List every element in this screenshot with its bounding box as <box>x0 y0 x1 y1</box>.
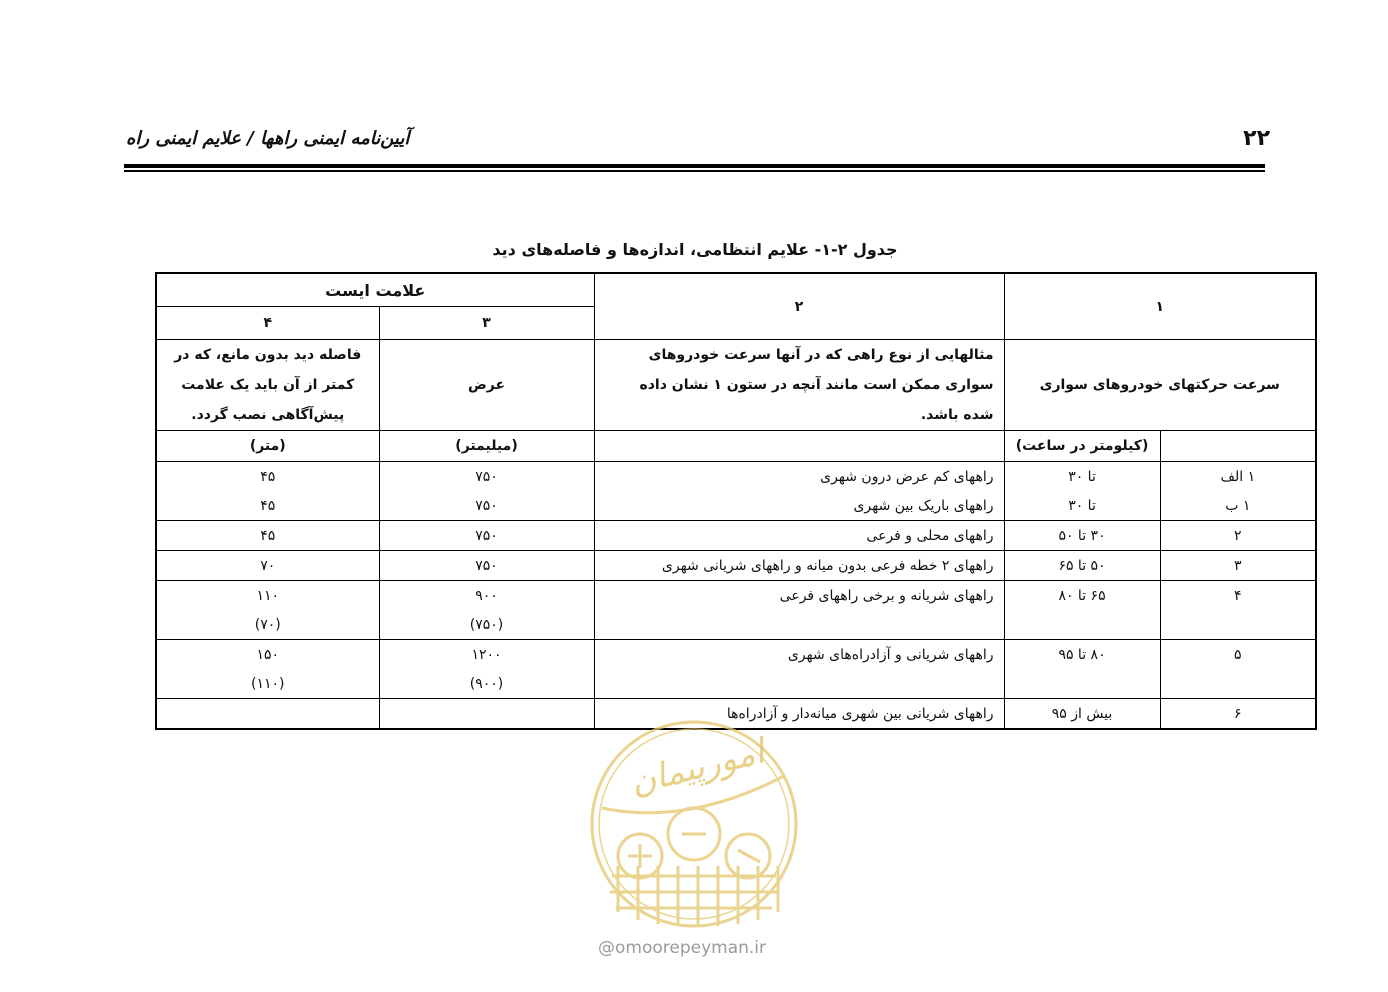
row-speed: تا ۳۰ <box>1004 462 1160 492</box>
row-distance: ۴۵ <box>156 521 379 551</box>
table-row <box>156 521 1316 551</box>
table-row <box>156 581 1316 611</box>
col3-number: ۳ <box>379 307 594 340</box>
row-id: ۴ <box>1160 581 1316 611</box>
header-rule-thin <box>124 170 1265 172</box>
table-row <box>156 640 1316 670</box>
col2-number: ۲ <box>594 273 1004 340</box>
row-width: (۹۰۰) <box>379 669 594 699</box>
header-row-units <box>156 431 1316 462</box>
table-row <box>156 551 1316 581</box>
row-distance: ۱۵۰ <box>156 640 379 670</box>
row-width: ۷۵۰ <box>379 491 594 521</box>
watermark-logo <box>588 716 800 932</box>
running-title: آیین‌نامه ایمنی راهها / علایم ایمنی راه <box>126 128 410 149</box>
col2-unit-blank <box>594 431 1004 462</box>
col2-header: مثالهایی از نوع راهی که در آنها سرعت خودروهای سواری ممکن است مانند آنچه در ستون ۱ نشان داده شده باشد. <box>594 340 1004 431</box>
page-number: ۲۲ <box>1243 126 1270 151</box>
header-rule-thick <box>124 164 1265 168</box>
row-distance <box>156 699 379 730</box>
row-width <box>379 699 594 730</box>
table-row <box>156 462 1316 492</box>
table-row <box>156 669 1316 699</box>
row-speed <box>1004 610 1160 640</box>
row-speed: ۶۵ تا ۸۰ <box>1004 581 1160 611</box>
table-caption: جدول ۲-۱- علایم انتظامی، اندازه‌ها و فاصله‌های دید <box>492 240 898 259</box>
row-id: ۲ <box>1160 521 1316 551</box>
row-id: ۵ <box>1160 640 1316 670</box>
row-speed: ۸۰ تا ۹۵ <box>1004 640 1160 670</box>
col1-unit: (کیلومتر در ساعت) <box>1004 431 1160 462</box>
col3-unit: (میلیمتر) <box>379 431 594 462</box>
row-road: راههای شریانی بین شهری میانه‌دار و آزادراه‌ها <box>594 699 1004 730</box>
row-width: ۷۵۰ <box>379 462 594 492</box>
col4-number: ۴ <box>156 307 379 340</box>
col1-header: سرعت حرکتهای خودروهای سواری <box>1004 340 1316 431</box>
row-road: راههای ۲ خطه فرعی بدون میانه و راههای شریانی شهری <box>594 551 1004 581</box>
row-id: ۱ الف <box>1160 462 1316 492</box>
row-width: ۹۰۰ <box>379 581 594 611</box>
row-speed: ۵۰ تا ۶۵ <box>1004 551 1160 581</box>
row-distance: ۷۰ <box>156 551 379 581</box>
row-speed <box>1004 669 1160 699</box>
col4-unit: (متر) <box>156 431 379 462</box>
row-id: ۳ <box>1160 551 1316 581</box>
signs-table <box>155 272 1317 730</box>
header-row-numbers <box>156 273 1316 307</box>
row-road: راههای محلی و فرعی <box>594 521 1004 551</box>
row-road: راههای شریانی و آزادراه‌های شهری <box>594 640 1004 670</box>
row-distance: (۱۱۰) <box>156 669 379 699</box>
id-unit-blank <box>1160 431 1316 462</box>
row-speed: تا ۳۰ <box>1004 491 1160 521</box>
row-road: راههای باریک بین شهری <box>594 491 1004 521</box>
row-width: ۷۵۰ <box>379 521 594 551</box>
watermark-url: @omoorepeyman.ir <box>598 938 767 958</box>
row-distance: ۱۱۰ <box>156 581 379 611</box>
header-row-titles <box>156 340 1316 431</box>
col4-header: فاصله دید بدون مانع، که در کمتر از آن باید یک علامت پیش‌آگاهی نصب گردد. <box>156 340 379 431</box>
row-width: ۱۲۰۰ <box>379 640 594 670</box>
watermark-logo-text: امورپیمان <box>626 731 769 804</box>
row-road: راههای کم عرض درون شهری <box>594 462 1004 492</box>
table-row <box>156 491 1316 521</box>
col3-header: عرض <box>379 340 594 431</box>
row-id: ۱ ب <box>1160 491 1316 521</box>
table-row <box>156 610 1316 640</box>
row-width: ۷۵۰ <box>379 551 594 581</box>
row-road <box>594 669 1004 699</box>
row-id <box>1160 669 1316 699</box>
row-speed: ۳۰ تا ۵۰ <box>1004 521 1160 551</box>
row-distance: ۴۵ <box>156 462 379 492</box>
stop-sign-group-header: علامت ایست <box>156 273 594 307</box>
row-road: راههای شریانه و برخی راههای فرعی <box>594 581 1004 611</box>
row-id <box>1160 610 1316 640</box>
row-width: (۷۵۰) <box>379 610 594 640</box>
col1-number: ۱ <box>1004 273 1316 340</box>
row-id: ۶ <box>1160 699 1316 730</box>
row-speed: بیش از ۹۵ <box>1004 699 1160 730</box>
row-road <box>594 610 1004 640</box>
row-distance: (۷۰) <box>156 610 379 640</box>
row-distance: ۴۵ <box>156 491 379 521</box>
